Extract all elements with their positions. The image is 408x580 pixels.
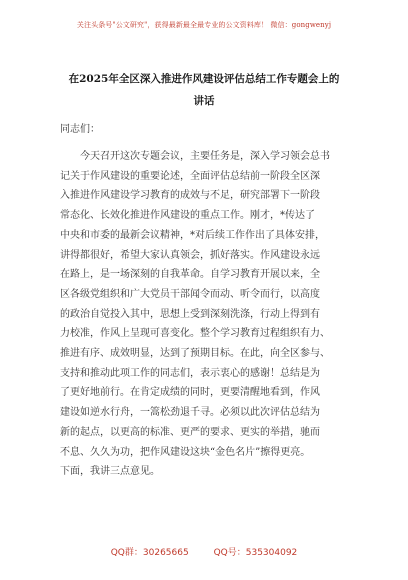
qq-group-link[interactable]: QQ群：30265665 xyxy=(110,548,189,558)
body-line: 支持和推动此项工作的同志们，表示衷心的感谢！总结是为 xyxy=(60,367,320,379)
promo-header: 关注头条号"公文研究"，获得最新最全最专业的公文资料库！ 微信：gongwenyj xyxy=(76,21,332,29)
body-line: 不息、久久为功，把作风建设这块“金色名片”擦得更亮。 xyxy=(60,446,311,458)
body-line: 讲得都很好，希望大家认真领会，抓好落实。作风建设永远 xyxy=(60,249,320,261)
body-line: 区各级党组织和广大党员干部闻令而动、听令而行，以高度 xyxy=(60,288,320,300)
body-line: 在路上，是一场深刻的自我革命。自学习教育开展以来，全 xyxy=(60,269,320,281)
body-line: 常态化、长效化推进作风建设的重点工作。刚才，*传达了 xyxy=(60,210,315,222)
body-line: 中央和市委的最新会议精神，*对后续工作作出了具体安排， xyxy=(60,229,325,241)
footer-contacts xyxy=(0,545,408,558)
body-line: 入推进作风建设学习教育的成效与不足，研究部署下一阶段 xyxy=(60,190,320,202)
body-line: 建设如逆水行舟，一篙松劲退千寻。必须以此次评估总结为 xyxy=(60,407,320,419)
document-title xyxy=(40,68,368,112)
salutation: 同志们： xyxy=(60,124,100,135)
body-line: 的政治自觉投入其中，思想上受到深刻洗涤，行动上得到有 xyxy=(60,308,320,320)
title-line-1: 在2025年全区深入推进作风建设评估总结工作专题会上的 xyxy=(68,73,340,85)
body-line: 今天召开这次专题会议，主要任务是，深入学习领会总书 xyxy=(80,151,330,162)
body-line: 了更好地前行。在肯定成绩的同时，更要清醒地看到，作风 xyxy=(60,387,320,399)
qq-number-link[interactable]: QQ号：535304092 xyxy=(213,548,298,558)
title-line-2: 讲话 xyxy=(193,95,215,107)
body-line: 力校准，作风上呈现可喜变化。整个学习教育过程组织有力、 xyxy=(60,328,330,340)
body-paragraph xyxy=(60,147,354,482)
body-line: 下面，我讲三点意见。 xyxy=(60,466,160,478)
body-line: 新的起点，以更高的标准、更严的要求、更实的举措，驰而 xyxy=(60,426,320,438)
body-line: 推进有序、成效明显，达到了预期目标。在此，向全区参与、 xyxy=(60,348,330,360)
body-line: 记关于作风建设的重要论述，全面评估总结前一阶段全区深 xyxy=(60,170,320,182)
